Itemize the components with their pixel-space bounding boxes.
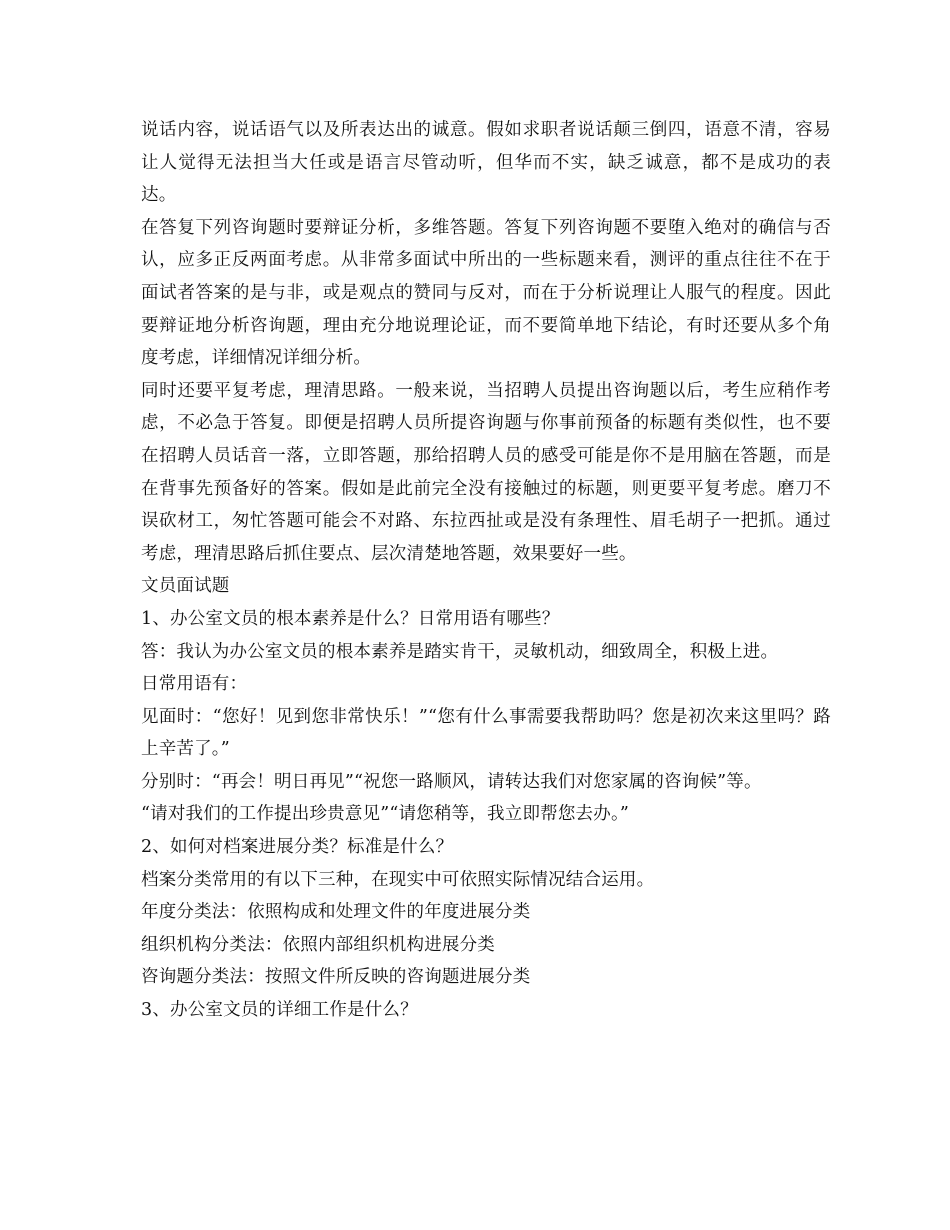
document-body [141,114,831,1027]
paragraph-sincerity: 说话内容，说话语气以及所表达出的诚意。假如求职者说话颠三倒四，语意不清，容易让人觉得无法担当大任或是语言尽管动听，但华而不实，缺乏诚意，都不是成功的表达。 [141,120,831,206]
answer-2-intro: 档案分类常用的有以下三种，在现实中可依照实际情况结合运用。 [141,869,655,890]
question-3: 3、办公室文员的详细工作是什么？ [141,1000,418,1021]
classification-by-subject: 咨询题分类法：按照文件所反映的咨询题进展分类 [141,967,531,988]
answer-1: 答：我认为办公室文员的根本素养是踏实肯干，灵敏机动，细致周全，积极上进。 [141,641,779,662]
question-1: 1、办公室文员的根本素养是什么？日常用语有哪些？ [141,608,560,629]
classification-by-organization: 组织机构分类法：依照内部组织机构进展分类 [141,934,495,955]
greeting-phrases: 见面时：“您好！见到您非常快乐！”“您有什么事需要我帮助吗？您是初次来这里吗？路上辛苦了。” [141,706,831,760]
paragraph-calm-thinking: 同时还要平复考虑，理清思路。一般来说，当招聘人员提出咨询题以后，考生应稍作考虑，不必急于答复。即便是招聘人员所提咨询题与你事前预备的标题有类似性，也不要在招聘人员话音一落，立即答题，那给招聘人员的感受可能是你不是用脑在答题，而是在背事先预备好的答案。假如是此前完全没有接触过的标题，则更要平复考虑。磨刀不误砍材工，匆忙答题可能会不对路、东拉西扯或是没有条理性、眉毛胡子一把抓。通过考虑，理清思路后抓住要点、层次清楚地答题，效果要好一些。 [141,380,831,564]
classification-by-year: 年度分类法：依照构成和处理文件的年度进展分类 [141,902,531,923]
question-2: 2、如何对档案进展分类？标准是什么？ [141,837,454,858]
section-heading-clerk-interview: 文员面试题 [141,576,230,597]
farewell-phrases: 分别时：“再会！明日再见”“祝您一路顺风，请转达我们对您家属的咨询候”等。 [141,771,762,792]
paragraph-dialectical-analysis: 在答复下列咨询题时要辩证分析，多维答题。答复下列咨询题不要堕入绝对的确信与否认，应多正反两面考虑。从非常多面试中所出的一些标题来看，测评的重点往往不在于面试者答案的是与非，或是观点的赞同与反对，而在于分析说理让人服气的程度。因此要辩证地分析咨询题，理由充分地说理论证，而不要简单地下结论，有时还要从多个角度考虑，详细情况详细分析。 [141,217,831,369]
daily-phrases-label: 日常用语有： [141,674,248,695]
request-phrases: “请对我们的工作提出珍贵意见”“请您稍等，我立即帮您去办。” [141,804,630,825]
